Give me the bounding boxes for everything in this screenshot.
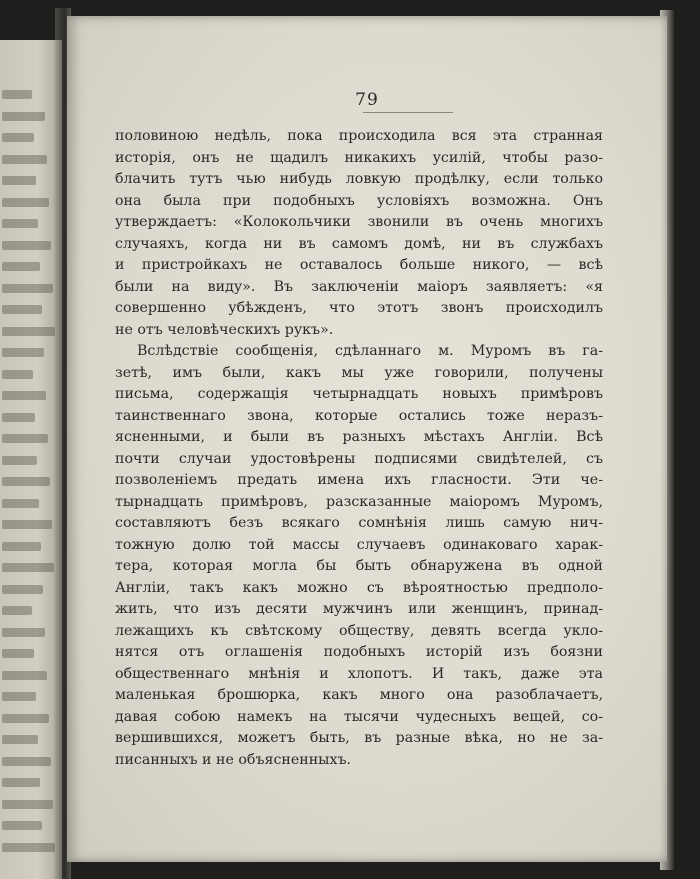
- text-line: исторія, онъ не щадилъ никакихъ усилій, чтобы разо-: [115, 149, 603, 166]
- facing-page-text-fragment: [2, 112, 45, 121]
- text-line: позволеніемъ предать имена ихъ гласности. Эти че-: [115, 472, 603, 488]
- facing-page-edge: [0, 40, 62, 879]
- facing-page-text-fragment: [2, 606, 32, 615]
- facing-page-text-fragment: [2, 671, 47, 680]
- facing-page-text-fragment: [2, 456, 37, 465]
- text-line: тырнадцать примѣровъ, разсказанные маіоромъ Муромъ,: [115, 493, 603, 510]
- facing-page-text-fragment: [2, 499, 39, 508]
- facing-page-text-fragment: [2, 800, 53, 809]
- facing-page-text-fragment: [2, 821, 42, 830]
- facing-page-text-fragment: [2, 520, 52, 529]
- facing-page-text-fragment: [2, 692, 36, 701]
- facing-page-text-fragment: [2, 241, 51, 250]
- text-line: были на виду». Въ заключеніи маіоръ заявляетъ: «я: [115, 278, 603, 295]
- text-line: составляютъ безъ всякаго сомнѣнія лишь самую нич-: [115, 515, 603, 531]
- text-line: тера, которая могла бы быть обнаружена въ одной: [115, 558, 603, 574]
- facing-page-text-fragment: [2, 133, 34, 142]
- text-line: половиною недѣль, пока происходила вся эта странная: [115, 128, 603, 144]
- text-line: маленькая брошюрка, какъ много она разоблачаетъ,: [115, 687, 603, 703]
- text-line: не отъ человѣческихъ рукъ».: [115, 321, 334, 338]
- facing-page-text-fragment: [2, 176, 36, 185]
- facing-page-text-fragment: [2, 370, 33, 379]
- facing-page-text-fragment: [2, 434, 48, 443]
- text-line: Англіи, такъ какъ можно съ вѣроятностью предполо-: [115, 579, 603, 596]
- text-line: лежащихъ къ свѣтскому обществу, девять всегда укло-: [115, 622, 603, 639]
- book-page: [67, 16, 667, 862]
- facing-page-text-fragment: [2, 757, 51, 766]
- facing-page-text-fragment: [2, 155, 47, 164]
- page-number: 79: [355, 90, 379, 110]
- text-line: писанныхъ и не объясненныхъ.: [115, 751, 351, 768]
- facing-page-text-fragment: [2, 90, 32, 99]
- facing-page-text-fragment: [2, 563, 54, 572]
- page-body-text: [115, 126, 603, 771]
- facing-page-text-fragment: [2, 327, 55, 336]
- text-line: она была при подобныхъ условіяхъ возможна. Онъ: [115, 192, 603, 209]
- text-line: таинственнаго звона, которые остались тоже неразъ-: [115, 407, 603, 424]
- text-line: давая собою намекъ на тысячи чудесныхъ вещей, со-: [115, 708, 603, 725]
- facing-page-text-fragment: [2, 413, 35, 422]
- text-line: Вслѣдствіе сообщенія, сдѣланнаго м. Муромъ въ га-: [137, 343, 603, 359]
- facing-page-text-fragment: [2, 649, 34, 658]
- facing-page-text-fragment: [2, 477, 50, 486]
- text-line: нятся отъ оглашенія подобныхъ исторій изъ боязни: [115, 644, 603, 660]
- text-line: зетѣ, имъ были, какъ мы уже говорили, получены: [115, 364, 603, 381]
- text-line: общественнаго мнѣнія и хлопотъ. И такъ, даже эта: [115, 665, 603, 682]
- facing-page-text-fragment: [2, 542, 41, 551]
- facing-page-text-fragment: [2, 391, 46, 400]
- facing-page-text-fragment: [2, 284, 53, 293]
- facing-page-text-fragment: [2, 262, 40, 271]
- text-line: и пристройкахъ не оставалось больше никого, — всѣ: [115, 257, 603, 273]
- text-line: утверждаетъ: «Колокольчики звонили въ очень многихъ: [115, 214, 603, 230]
- facing-page-text-fragment: [2, 714, 49, 723]
- text-line: жить, что изъ десяти мужчинъ или женщинъ, принад-: [115, 601, 603, 617]
- text-line: ясненными, и были въ разныхъ мѣстахъ Англіи. Всѣ: [115, 429, 603, 445]
- facing-page-text-fragment: [2, 843, 55, 852]
- facing-page-text-fragment: [2, 219, 38, 228]
- text-line: письма, содержащія четырнадцать новыхъ примѣровъ: [115, 386, 603, 402]
- text-line: тожную долю той массы случаевъ одинаковаго харак-: [115, 536, 603, 553]
- facing-page-text-fragment: [2, 198, 49, 207]
- text-line: случаяхъ, когда ни въ самомъ домѣ, ни въ службахъ: [115, 235, 603, 252]
- facing-page-text-fragment: [2, 585, 43, 594]
- text-line: почти случаи удостовѣрены подписями свидѣтелей, съ: [115, 450, 603, 467]
- text-line: вершившихся, можетъ быть, въ разные вѣка, но не за-: [115, 730, 603, 746]
- page-number-rule: [363, 112, 453, 113]
- facing-page-text-fragment: [2, 305, 42, 314]
- facing-page-text-fragment: [2, 735, 38, 744]
- facing-page-text-fragment: [2, 348, 44, 357]
- facing-page-text-fragment: [2, 628, 45, 637]
- text-line: блачить тутъ чью нибудь ловкую продѣлку, если только: [115, 171, 603, 187]
- facing-page-text-fragment: [2, 778, 40, 787]
- text-line: совершенно убѣжденъ, что этотъ звонъ происходилъ: [115, 300, 603, 316]
